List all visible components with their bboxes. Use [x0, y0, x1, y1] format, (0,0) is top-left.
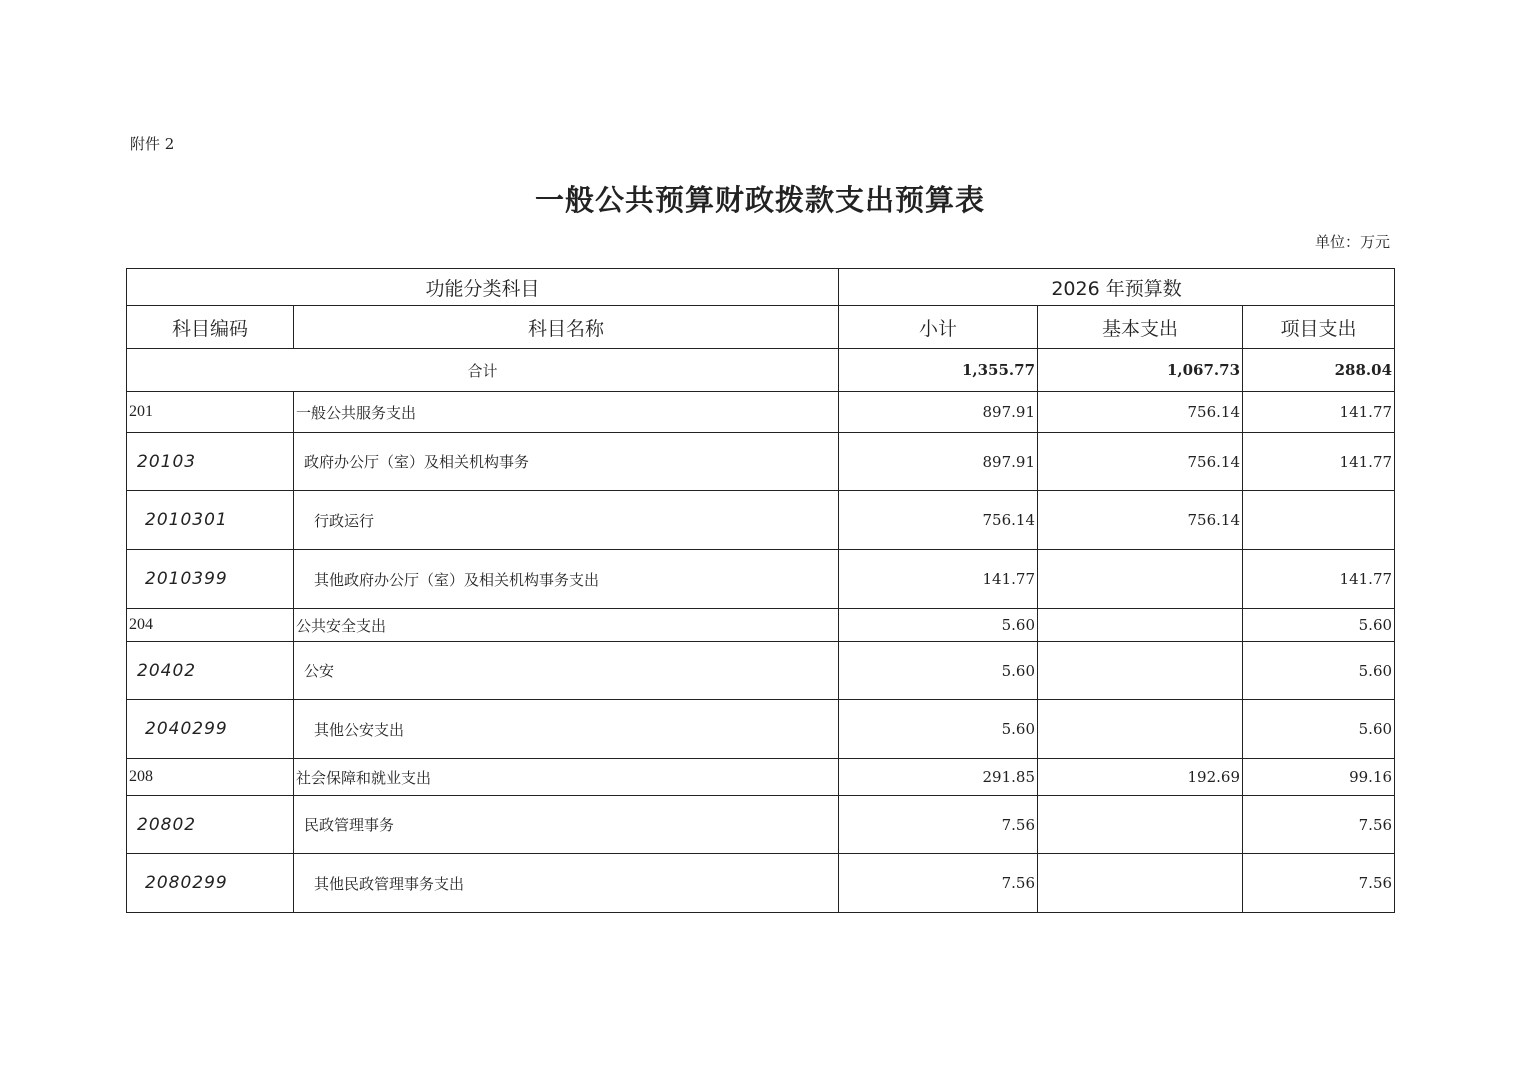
row-project: 141.77	[1243, 433, 1395, 491]
header-column-row	[127, 306, 1395, 349]
row-basic	[1038, 550, 1243, 609]
row-basic	[1038, 609, 1243, 642]
table-row	[127, 550, 1395, 609]
row-name: 民政管理事务	[294, 796, 839, 854]
header-name: 科目名称	[294, 306, 839, 349]
row-project: 7.56	[1243, 854, 1395, 913]
row-subtotal: 7.56	[839, 796, 1038, 854]
table-row	[127, 642, 1395, 700]
table-row	[127, 433, 1395, 491]
table-row	[127, 491, 1395, 550]
row-code: 201	[127, 392, 294, 433]
row-subtotal: 5.60	[839, 609, 1038, 642]
header-subtotal: 小计	[839, 306, 1038, 349]
row-basic: 756.14	[1038, 392, 1243, 433]
row-subtotal: 897.91	[839, 433, 1038, 491]
total-subtotal: 1,355.77	[839, 349, 1038, 392]
row-subtotal: 141.77	[839, 550, 1038, 609]
row-name: 其他公安支出	[294, 700, 839, 759]
table-row	[127, 796, 1395, 854]
row-project: 141.77	[1243, 392, 1395, 433]
header-code: 科目编码	[127, 306, 294, 349]
row-name: 一般公共服务支出	[294, 392, 839, 433]
header-function-category: 功能分类科目	[127, 269, 839, 306]
row-code: 208	[127, 759, 294, 796]
unit-label: 单位：万元	[1314, 233, 1390, 251]
row-code: 2010399	[127, 550, 294, 609]
row-basic: 756.14	[1038, 433, 1243, 491]
table-row	[127, 700, 1395, 759]
row-code: 20802	[127, 796, 294, 854]
row-project: 141.77	[1243, 550, 1395, 609]
total-label: 合计	[127, 349, 839, 392]
row-subtotal: 291.85	[839, 759, 1038, 796]
row-name: 政府办公厅（室）及相关机构事务	[294, 433, 839, 491]
row-code: 2010301	[127, 491, 294, 550]
table-row	[127, 854, 1395, 913]
row-name: 其他民政管理事务支出	[294, 854, 839, 913]
total-row	[127, 349, 1395, 392]
row-name: 行政运行	[294, 491, 839, 550]
row-subtotal: 897.91	[839, 392, 1038, 433]
total-project: 288.04	[1243, 349, 1395, 392]
header-group-row	[127, 269, 1395, 306]
budget-table	[126, 268, 1395, 913]
table-row	[127, 609, 1395, 642]
row-name: 社会保障和就业支出	[294, 759, 839, 796]
row-project: 7.56	[1243, 796, 1395, 854]
row-code: 20402	[127, 642, 294, 700]
row-name: 公共安全支出	[294, 609, 839, 642]
row-code: 20103	[127, 433, 294, 491]
row-basic	[1038, 796, 1243, 854]
row-project: 5.60	[1243, 642, 1395, 700]
row-project: 5.60	[1243, 700, 1395, 759]
row-project: 5.60	[1243, 609, 1395, 642]
row-code: 2040299	[127, 700, 294, 759]
row-project: 99.16	[1243, 759, 1395, 796]
row-subtotal: 756.14	[839, 491, 1038, 550]
row-basic	[1038, 700, 1243, 759]
table-row	[127, 759, 1395, 796]
row-subtotal: 5.60	[839, 642, 1038, 700]
total-basic: 1,067.73	[1038, 349, 1243, 392]
row-project	[1243, 491, 1395, 550]
row-name: 公安	[294, 642, 839, 700]
row-subtotal: 5.60	[839, 700, 1038, 759]
table-row	[127, 392, 1395, 433]
header-budget-year: 2026 年预算数	[839, 269, 1395, 306]
header-project: 项目支出	[1243, 306, 1395, 349]
attachment-label: 附件 2	[130, 135, 175, 153]
page-title: 一般公共预算财政拨款支出预算表	[534, 183, 985, 217]
row-code: 204	[127, 609, 294, 642]
row-subtotal: 7.56	[839, 854, 1038, 913]
row-basic	[1038, 642, 1243, 700]
row-basic: 192.69	[1038, 759, 1243, 796]
header-basic: 基本支出	[1038, 306, 1243, 349]
row-name: 其他政府办公厅（室）及相关机构事务支出	[294, 550, 839, 609]
row-basic	[1038, 854, 1243, 913]
row-code: 2080299	[127, 854, 294, 913]
row-basic: 756.14	[1038, 491, 1243, 550]
